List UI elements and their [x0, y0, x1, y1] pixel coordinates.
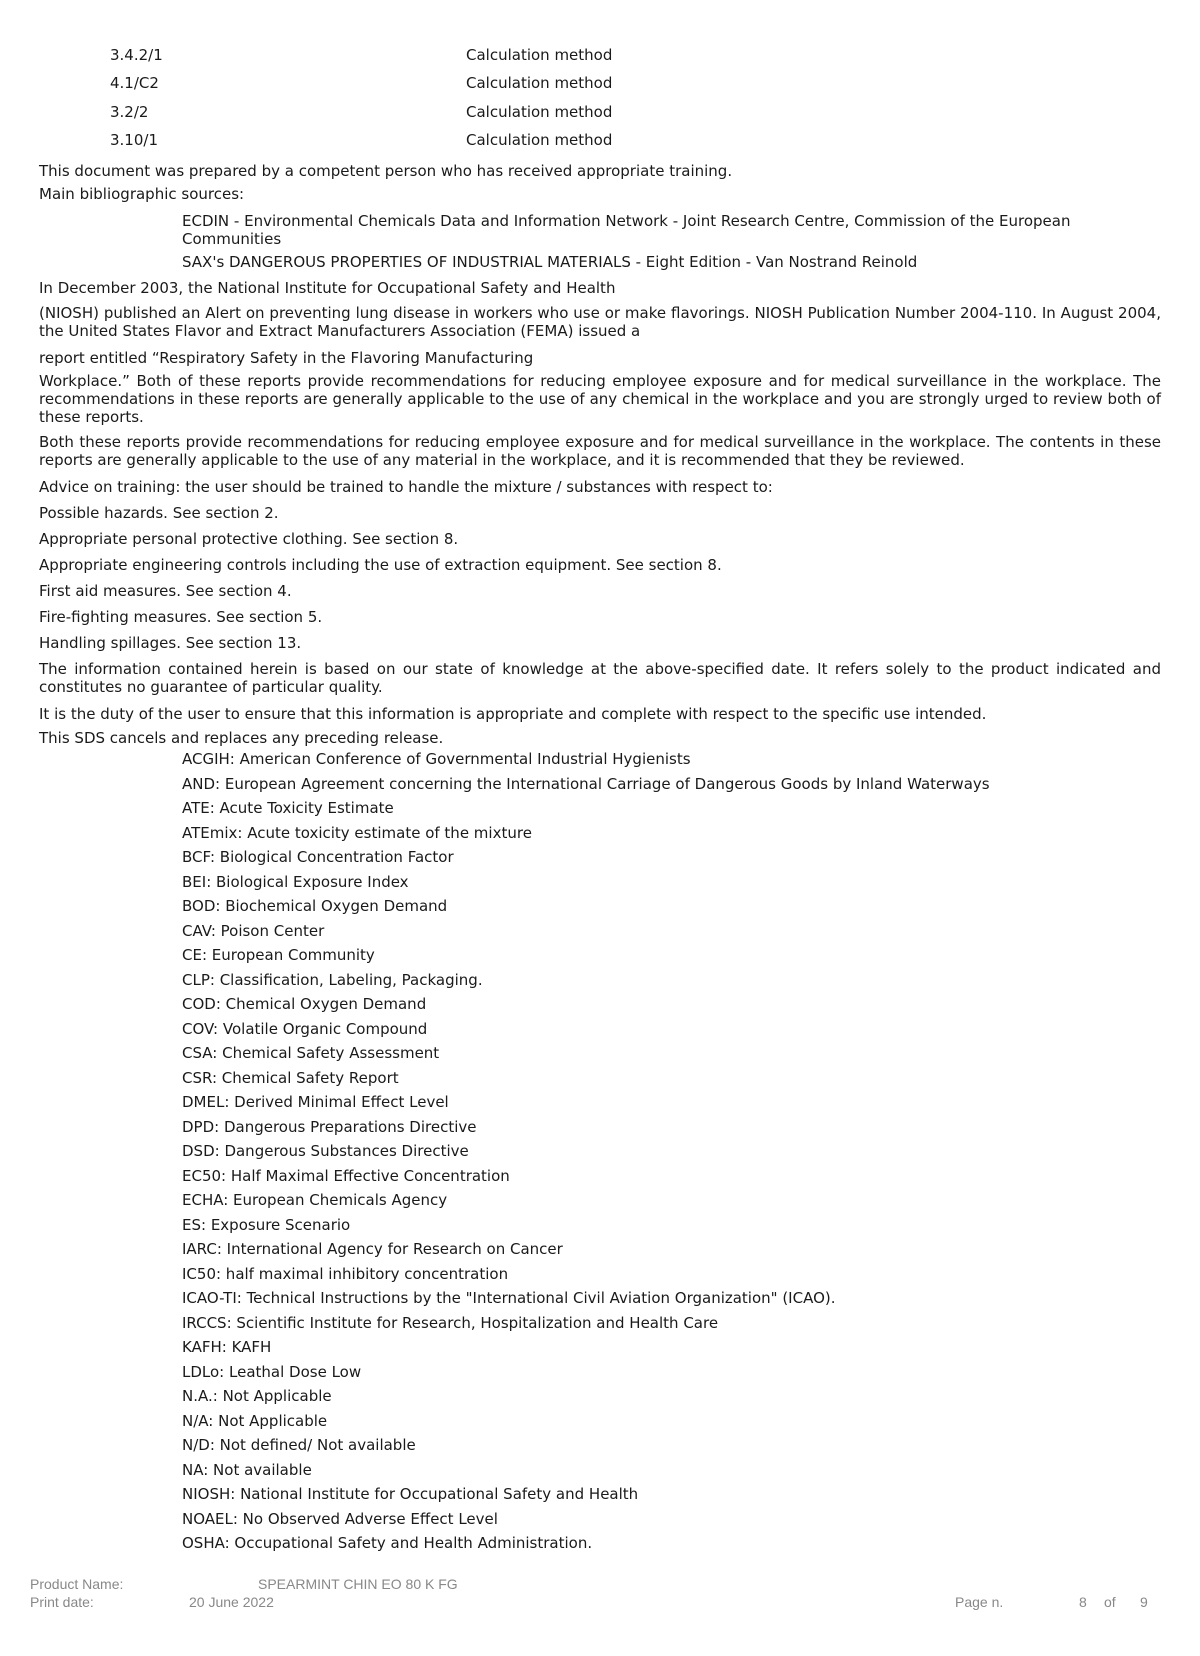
abbreviation-item: ACGIH: American Conference of Governmental Industrial Hygienists [182, 750, 691, 768]
abbreviation-item: EC50: Half Maximal Effective Concentration [182, 1167, 510, 1185]
abbreviation-item: LDLo: Leathal Dose Low [182, 1363, 362, 1381]
abbreviation-item: N/D: Not defined/ Not available [182, 1436, 416, 1454]
bibliographic-heading: Main bibliographic sources: [39, 185, 245, 203]
page-number-total: 9 [1140, 1594, 1148, 1610]
abbreviation-item: NIOSH: National Institute for Occupational Safety and Health [182, 1485, 639, 1503]
classification-method: Calculation method [466, 131, 613, 149]
abbreviation-item: DPD: Dangerous Preparations Directive [182, 1118, 477, 1136]
niosh-paragraph-line: In December 2003, the National Institute for Occupational Safety and Health [39, 279, 616, 297]
competent-person-text: This document was prepared by a competent person who has received appropriate training. [39, 162, 733, 180]
page-number-label: Page n. [955, 1594, 1004, 1610]
abbreviation-item: COD: Chemical Oxygen Demand [182, 995, 427, 1013]
niosh-paragraph-line: report entitled “Respiratory Safety in the Flavoring Manufacturing [39, 349, 534, 367]
abbreviation-item: CSA: Chemical Safety Assessment [182, 1044, 440, 1062]
abbreviation-item: BOD: Biochemical Oxygen Demand [182, 897, 448, 915]
abbreviation-item: N/A: Not Applicable [182, 1412, 328, 1430]
abbreviation-item: ES: Exposure Scenario [182, 1216, 351, 1234]
abbreviation-item: DMEL: Derived Minimal Effect Level [182, 1093, 449, 1111]
classification-method: Calculation method [466, 103, 613, 121]
training-item: Appropriate engineering controls including the use of extraction equipment. See section 8. [39, 556, 722, 574]
abbreviation-item: OSHA: Occupational Safety and Health Administration. [182, 1534, 593, 1552]
classification-code: 4.1/C2 [110, 74, 159, 92]
print-date-value: 20 June 2022 [189, 1594, 274, 1610]
abbreviation-item: IRCCS: Scientific Institute for Research, Hospitalization and Health Care [182, 1314, 719, 1332]
abbreviation-item: BEI: Biological Exposure Index [182, 873, 409, 891]
niosh-paragraph: (NIOSH) published an Alert on preventing lung disease in workers who use or make flavorings. NIOSH Publication Number 2004-110. In August 2004, the United States Flavor and Extract Manufacturers Association (FEMA) issued a [39, 304, 1161, 340]
classification-code: 3.2/2 [110, 103, 149, 121]
page-number-current: 8 [1079, 1594, 1087, 1610]
abbreviation-item: IC50: half maximal inhibitory concentration [182, 1265, 509, 1283]
niosh-paragraph: Workplace.” Both of these reports provide recommendations for reducing employee exposure and for medical surveillance in the workplace. The recommendations in these reports are generally applicable to the use of any chemical in the workplace and you are strongly urged to review both of these reports. [39, 372, 1161, 426]
both-reports-paragraph: Both these reports provide recommendations for reducing employee exposure and for medical surveillance in the workplace. The contents in these reports are generally applicable to the use of any material in the workplace, and it is recommended that they be reviewed. [39, 433, 1161, 469]
classification-row [110, 45, 1010, 65]
abbreviation-item: COV: Volatile Organic Compound [182, 1020, 428, 1038]
abbreviation-item: CSR: Chemical Safety Report [182, 1069, 399, 1087]
classification-row [110, 102, 1010, 122]
abbreviation-item: NOAEL: No Observed Adverse Effect Level [182, 1510, 498, 1528]
abbreviation-item: CAV: Poison Center [182, 922, 325, 940]
abbreviation-item: BCF: Biological Concentration Factor [182, 848, 454, 866]
bibliographic-source: ECDIN - Environmental Chemicals Data and Information Network - Joint Research Centre, Commission of the European Communities [182, 212, 1071, 248]
classification-code: 3.4.2/1 [110, 46, 163, 64]
training-item: Appropriate personal protective clothing. See section 8. [39, 530, 459, 548]
abbreviation-item: ATE: Acute Toxicity Estimate [182, 799, 394, 817]
sds-cancels-text: This SDS cancels and replaces any preceding release. [39, 729, 444, 747]
advice-text: Advice on training: the user should be trained to handle the mixture / substances with respect to: [39, 478, 773, 496]
classification-row [110, 130, 1010, 150]
abbreviation-item: DSD: Dangerous Substances Directive [182, 1142, 469, 1160]
training-item: Possible hazards. See section 2. [39, 504, 279, 522]
page-number-of: of [1104, 1594, 1116, 1610]
abbreviation-item: IARC: International Agency for Research on Cancer [182, 1240, 563, 1258]
disclaimer-paragraph: The information contained herein is based on our state of knowledge at the above-specified date. It refers solely to the product indicated and constitutes no guarantee of particular quality. [39, 660, 1161, 696]
abbreviation-item: CE: European Community [182, 946, 375, 964]
classification-method: Calculation method [466, 74, 613, 92]
training-item: Fire-fighting measures. See section 5. [39, 608, 323, 626]
abbreviation-item: KAFH: KAFH [182, 1338, 272, 1356]
print-date-label: Print date: [30, 1594, 94, 1610]
training-item: Handling spillages. See section 13. [39, 634, 302, 652]
classification-row [110, 73, 1010, 93]
bibliographic-source: SAX's DANGEROUS PROPERTIES OF INDUSTRIAL MATERIALS - Eight Edition - Van Nostrand Reinold [182, 253, 918, 271]
abbreviation-item: ECHA: European Chemicals Agency [182, 1191, 448, 1209]
product-name-label: Product Name: [30, 1576, 124, 1592]
abbreviation-item: NA: Not available [182, 1461, 312, 1479]
product-name-value: SPEARMINT CHIN EO 80 K FG [258, 1576, 458, 1592]
classification-method: Calculation method [466, 46, 613, 64]
classification-code: 3.10/1 [110, 131, 158, 149]
abbreviation-item: CLP: Classification, Labeling, Packaging. [182, 971, 483, 989]
abbreviation-item: N.A.: Not Applicable [182, 1387, 332, 1405]
abbreviation-item: AND: European Agreement concerning the International Carriage of Dangerous Goods by Inland Waterways [182, 775, 990, 793]
abbreviation-item: ATEmix: Acute toxicity estimate of the mixture [182, 824, 532, 842]
user-duty-text: It is the duty of the user to ensure that this information is appropriate and complete with respect to the specific use intended. [39, 705, 987, 723]
abbreviation-item: ICAO-TI: Technical Instructions by the "International Civil Aviation Organization" (ICAO). [182, 1289, 836, 1307]
training-item: First aid measures. See section 4. [39, 582, 292, 600]
